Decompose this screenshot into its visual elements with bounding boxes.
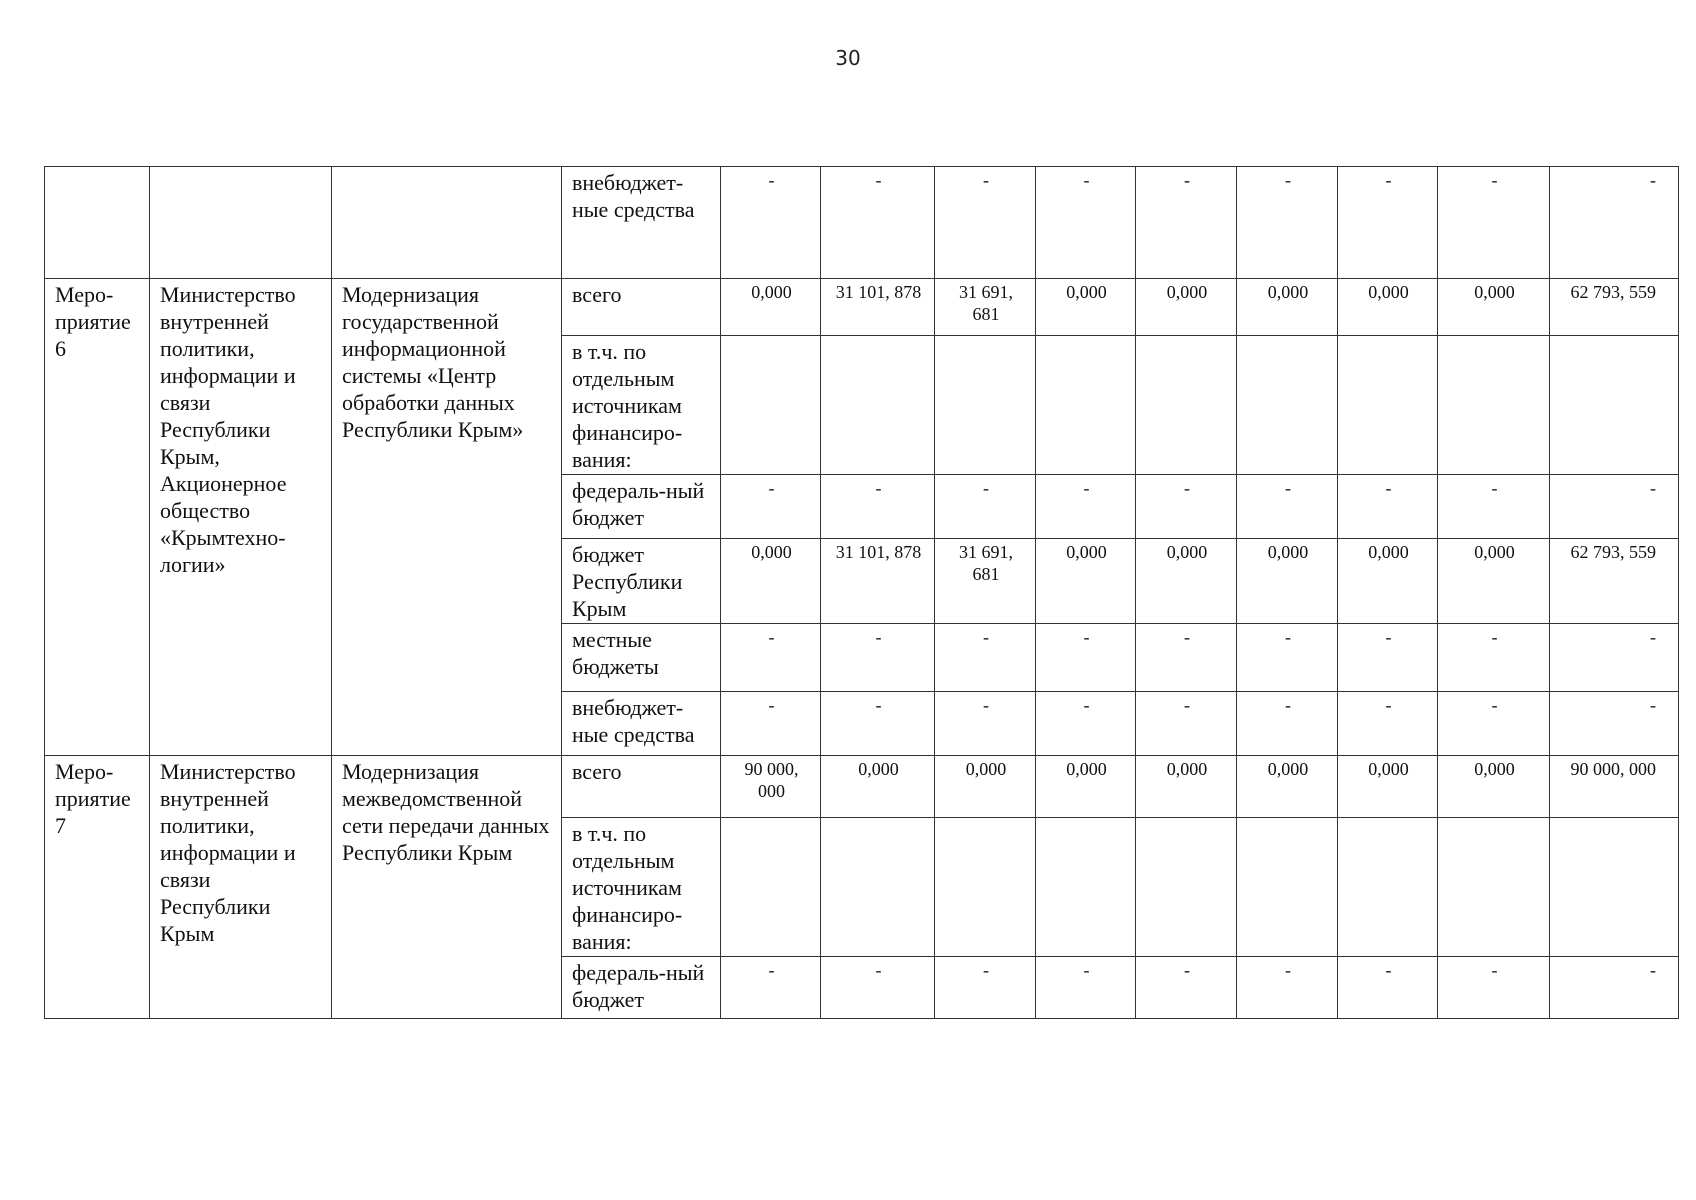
value-cell: -	[721, 624, 821, 692]
value-cell	[1136, 336, 1237, 475]
value-cell: -	[1338, 167, 1438, 279]
value-cell: -	[1438, 692, 1550, 756]
value-cell: -	[1237, 475, 1338, 539]
value-cell: -	[1036, 957, 1136, 1019]
value-cell: 0,000	[1036, 539, 1136, 624]
value-cell: 0,000	[1237, 539, 1338, 624]
value-cell: -	[1338, 692, 1438, 756]
value-cell	[1237, 336, 1338, 475]
value-cell	[1550, 818, 1679, 957]
value-cell	[821, 818, 935, 957]
funding-source: федераль-ный бюджет	[562, 475, 721, 539]
value-cell: -	[1136, 957, 1237, 1019]
value-cell: -	[1036, 692, 1136, 756]
value-cell: 0,000	[721, 279, 821, 336]
value-cell: 0,000	[1438, 539, 1550, 624]
value-cell: -	[721, 167, 821, 279]
funding-source: местные бюджеты	[562, 624, 721, 692]
value-cell	[721, 336, 821, 475]
value-cell: -	[1237, 167, 1338, 279]
event-name: Модернизация государственной информационной системы «Центр обработки данных Республики Крым»	[332, 279, 562, 756]
value-cell: -	[935, 692, 1036, 756]
value-cell: 0,000	[821, 756, 935, 818]
value-cell: -	[1136, 167, 1237, 279]
value-cell	[821, 336, 935, 475]
value-cell: -	[1036, 624, 1136, 692]
table-row	[45, 756, 1679, 818]
event-name: Модернизация межведомственной сети передачи данных Республики Крым	[332, 756, 562, 1019]
value-cell: -	[721, 475, 821, 539]
value-cell	[721, 818, 821, 957]
value-cell: -	[1136, 475, 1237, 539]
funding-source: внебюджет-ные средства	[562, 692, 721, 756]
empty-cell	[45, 167, 150, 279]
event-label: Меро-приятие 7	[45, 756, 150, 1019]
value-cell: -	[721, 957, 821, 1019]
value-cell	[1438, 336, 1550, 475]
value-cell: -	[1136, 624, 1237, 692]
funding-source: всего	[562, 756, 721, 818]
value-cell	[935, 336, 1036, 475]
value-cell: 31 101, 878	[821, 539, 935, 624]
value-cell: 0,000	[1237, 279, 1338, 336]
value-cell: -	[1338, 475, 1438, 539]
value-cell: -	[1438, 167, 1550, 279]
value-cell: 0,000	[721, 539, 821, 624]
event-executor: Министерство внутренней политики, информации и связи Республики Крым, Акционерное общество «Крымтехно-логии»	[150, 279, 332, 756]
value-cell: 90 000, 000	[1550, 756, 1679, 818]
funding-source: в т.ч. по отдельным источникам финансиро-вания:	[562, 818, 721, 957]
value-cell: -	[1237, 957, 1338, 1019]
value-cell: -	[1438, 624, 1550, 692]
value-cell	[1036, 336, 1136, 475]
funding-source: в т.ч. по отдельным источникам финансиро-вания:	[562, 336, 721, 475]
page-number: 30	[835, 46, 861, 70]
value-cell: -	[1550, 167, 1679, 279]
value-cell: 0,000	[1338, 279, 1438, 336]
value-cell: -	[1438, 475, 1550, 539]
value-cell	[1338, 336, 1438, 475]
value-cell: 0,000	[935, 756, 1036, 818]
value-cell: 0,000	[1338, 756, 1438, 818]
value-cell: 31 691, 681	[935, 279, 1036, 336]
value-cell: -	[935, 167, 1036, 279]
value-cell: 0,000	[1237, 756, 1338, 818]
value-cell: 0,000	[1136, 539, 1237, 624]
value-cell: 0,000	[1438, 279, 1550, 336]
value-cell: -	[821, 692, 935, 756]
value-cell: -	[1237, 692, 1338, 756]
value-cell: -	[1338, 624, 1438, 692]
value-cell: 0,000	[1136, 279, 1237, 336]
value-cell: -	[821, 624, 935, 692]
value-cell: -	[821, 957, 935, 1019]
table-row	[45, 167, 1679, 279]
value-cell	[1036, 818, 1136, 957]
value-cell	[935, 818, 1036, 957]
value-cell	[1136, 818, 1237, 957]
empty-cell	[150, 167, 332, 279]
value-cell: -	[935, 957, 1036, 1019]
value-cell: 31 691, 681	[935, 539, 1036, 624]
value-cell: -	[1550, 692, 1679, 756]
value-cell	[1338, 818, 1438, 957]
value-cell: -	[1036, 167, 1136, 279]
value-cell: 0,000	[1036, 756, 1136, 818]
value-cell	[1438, 818, 1550, 957]
event-executor: Министерство внутренней политики, информации и связи Республики Крым	[150, 756, 332, 1019]
event-label: Меро-приятие 6	[45, 279, 150, 756]
value-cell: -	[935, 475, 1036, 539]
value-cell	[1550, 336, 1679, 475]
funding-source: федераль-ный бюджет	[562, 957, 721, 1019]
value-cell: -	[935, 624, 1036, 692]
value-cell: 90 000, 000	[721, 756, 821, 818]
value-cell: -	[721, 692, 821, 756]
value-cell	[1237, 818, 1338, 957]
value-cell: -	[1338, 957, 1438, 1019]
value-cell: -	[821, 167, 935, 279]
value-cell: 0,000	[1036, 279, 1136, 336]
value-cell: -	[821, 475, 935, 539]
funding-source: внебюджет-ные средства	[562, 167, 721, 279]
funding-source: всего	[562, 279, 721, 336]
value-cell: -	[1550, 957, 1679, 1019]
value-cell: 31 101, 878	[821, 279, 935, 336]
empty-cell	[332, 167, 562, 279]
value-cell: 62 793, 559	[1550, 279, 1679, 336]
value-cell: -	[1136, 692, 1237, 756]
funding-source: бюджет Республики Крым	[562, 539, 721, 624]
value-cell: 0,000	[1438, 756, 1550, 818]
value-cell: -	[1550, 475, 1679, 539]
value-cell: -	[1036, 475, 1136, 539]
value-cell: -	[1550, 624, 1679, 692]
value-cell: -	[1438, 957, 1550, 1019]
value-cell: -	[1237, 624, 1338, 692]
value-cell: 0,000	[1338, 539, 1438, 624]
table-row	[45, 279, 1679, 336]
budget-table	[44, 166, 1679, 1019]
value-cell: 0,000	[1136, 756, 1237, 818]
value-cell: 62 793, 559	[1550, 539, 1679, 624]
